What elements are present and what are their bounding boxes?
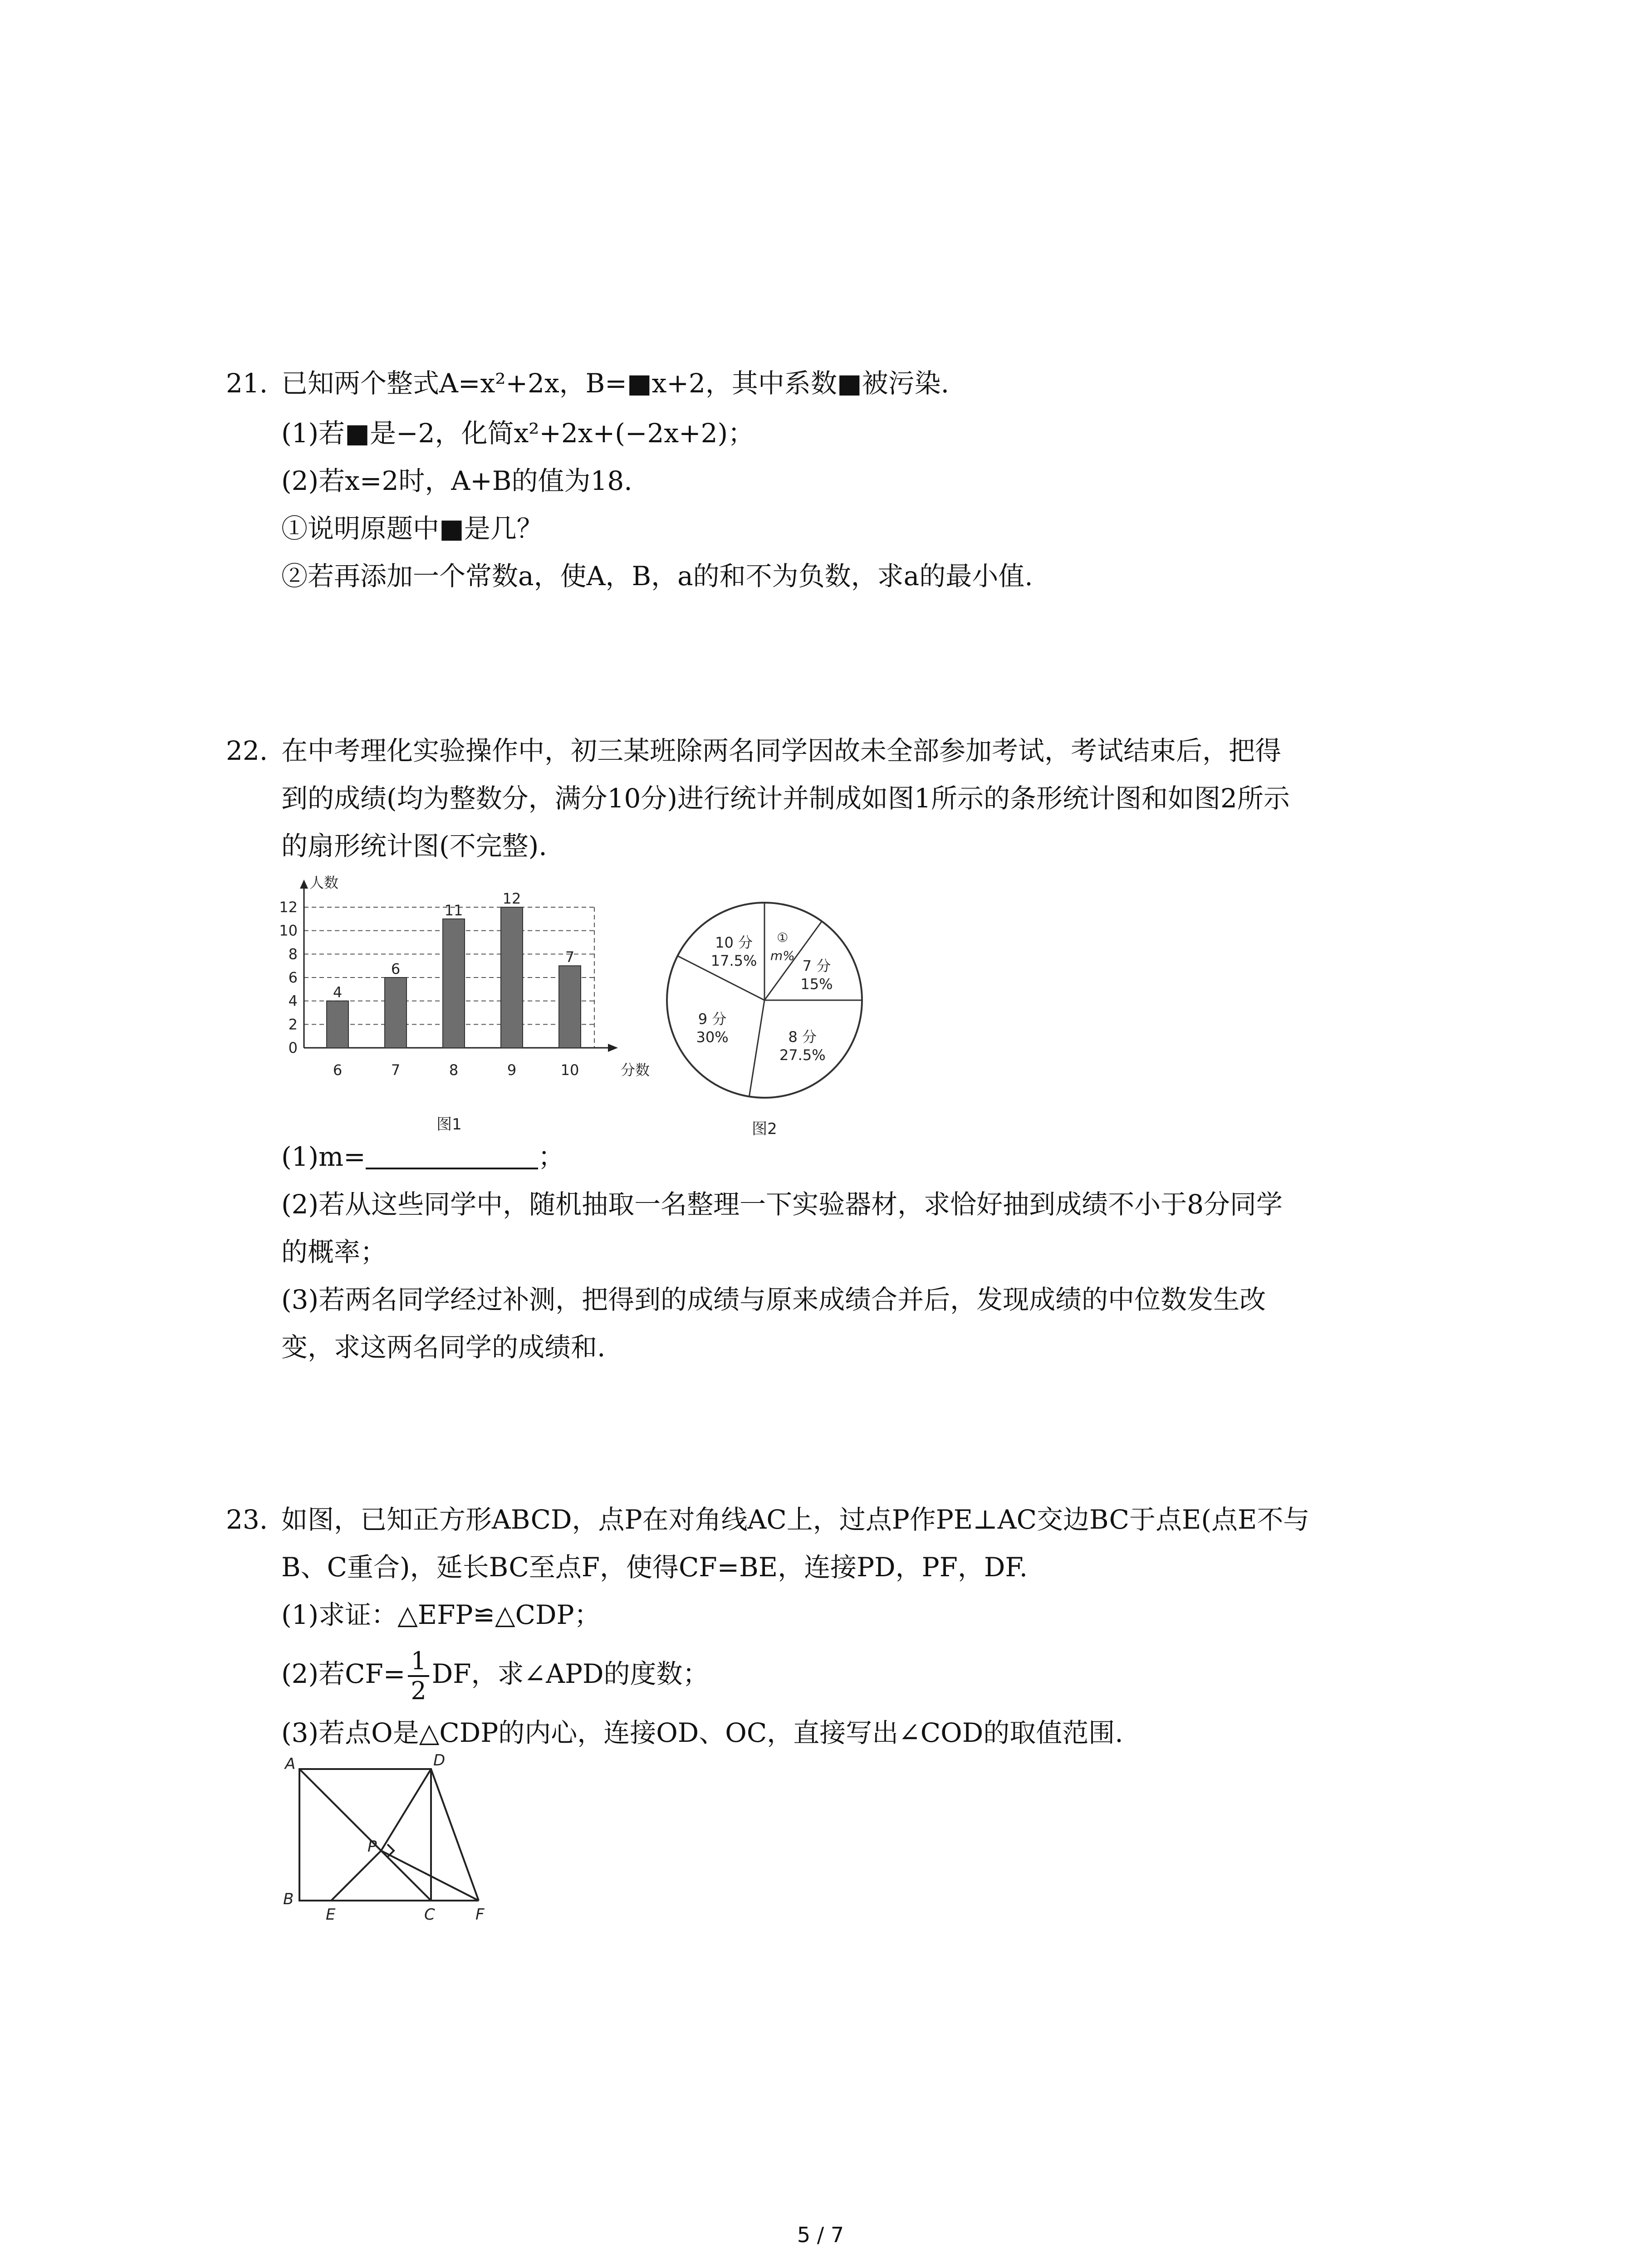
q23-part3: (3)若点O是△CDP的内心，连接OD、OC，直接写出∠COD的取值范围.: [281, 1717, 1123, 1748]
bar-value-label: 6: [391, 960, 401, 978]
fraction-one-half: [408, 1646, 429, 1705]
q22-part2-line1: (2)若从这些同学中，随机抽取一名整理一下实验器材，求恰好抽到成绩不小于8分同学: [281, 1189, 1283, 1220]
bar-value-label: 11: [444, 901, 463, 919]
y-tick-label: 2: [288, 1016, 298, 1033]
bar: [385, 978, 407, 1048]
x-tick-label: 9: [507, 1061, 517, 1079]
q22-stem-line1: 在中考理化实验操作中，初三某班除两名同学因故未全部参加考试，考试结束后，把得: [281, 735, 1282, 766]
q22-part1-end: ；: [538, 1141, 564, 1172]
x-tick-label: 10: [560, 1061, 579, 1079]
pie-slice-value: 30%: [696, 1028, 729, 1046]
answer-blank-m[interactable]: [366, 1140, 538, 1169]
q21-part1: (1)若■是−2，化简x²+2x+(−2x+2)；: [281, 418, 754, 449]
q23-part2-end: DF，求∠APD的度数；: [431, 1658, 709, 1689]
label-a: A: [285, 1755, 296, 1773]
label-b: B: [283, 1890, 294, 1908]
q22-part1-label: (1)m=: [281, 1141, 366, 1172]
pie-slice-value: 17.5%: [710, 952, 757, 970]
pie-slice-label: 10 分: [715, 934, 753, 952]
q23-stem-line2: B、C重合)，延长BC至点F，使得CF=BE，连接PD，PF，DF.: [281, 1552, 1028, 1583]
q21-part2b: ②若再添加一个常数a，使A，B，a的和不为负数，求a的最小值.: [281, 561, 1033, 591]
y-axis-label: 人数: [309, 874, 339, 891]
q23-number: 23.: [226, 1504, 268, 1535]
q22-part3-line2: 变，求这两名同学的成绩和.: [281, 1332, 606, 1363]
page-number: 5 / 7: [797, 2223, 844, 2247]
pie-slice-value: 27.5%: [779, 1046, 826, 1064]
y-tick-label: 8: [288, 945, 298, 963]
q22-part1: [281, 1139, 564, 1175]
y-tick-label: 0: [288, 1039, 298, 1056]
y-tick-label: 10: [279, 922, 298, 939]
x-axis-label: 分数: [621, 1061, 650, 1079]
q21-number: 21.: [226, 368, 268, 399]
bar: [327, 1001, 348, 1048]
q21-part2a: ①说明原题中■是几？: [281, 513, 543, 544]
y-axis-arrow: [300, 880, 308, 889]
label-d: D: [433, 1751, 446, 1769]
label-f: F: [475, 1906, 485, 1924]
y-tick-label: 12: [279, 899, 298, 916]
segment-pe: [331, 1851, 381, 1901]
bar-value-label: 12: [502, 890, 521, 907]
q22-part3-line1: (3)若两名同学经过补测，把得到的成绩与原来成绩合并后，发现成绩的中位数发生改: [281, 1284, 1266, 1315]
q22-part2-line2: 的概率；: [281, 1237, 387, 1267]
diagonal-ac: [299, 1769, 431, 1901]
pie-slice-value: 15%: [800, 975, 833, 993]
bar-value-label: 4: [333, 983, 343, 1001]
q22-number: 22.: [226, 735, 268, 766]
bar: [559, 966, 581, 1048]
label-c: C: [424, 1906, 435, 1924]
x-tick-label: 8: [449, 1061, 459, 1079]
right-angle-mark: [387, 1844, 394, 1857]
q23-stem-line1: 如图，已知正方形ABCD，点P在对角线AC上，过点P作PE⊥AC交边BC于点E(点E不与: [281, 1504, 1310, 1535]
fraction-denominator: 2: [411, 1676, 426, 1705]
segment-pd: [381, 1769, 431, 1851]
chart-caption: 图1: [436, 1115, 462, 1134]
x-axis-arrow: [608, 1044, 618, 1052]
pie-chart: [649, 889, 885, 1143]
pie-slice-label: 8 分: [788, 1028, 817, 1046]
bar-chart: [259, 869, 658, 1141]
label-e: E: [326, 1906, 336, 1924]
q23-part2-label: (2)若CF=: [281, 1658, 406, 1689]
y-tick-label: 6: [288, 969, 298, 986]
x-tick-label: 6: [333, 1061, 343, 1079]
pie-slice-value: m%: [770, 948, 795, 963]
geometry-figure: [272, 1751, 508, 1941]
q23-part1: (1)求证：△EFP≌△CDP；: [281, 1599, 601, 1630]
label-p: P: [367, 1838, 377, 1856]
x-tick-label: 7: [391, 1061, 401, 1079]
y-tick-label: 4: [288, 992, 298, 1010]
bar: [443, 919, 465, 1048]
bar: [501, 907, 523, 1048]
chart-caption: 图2: [752, 1120, 777, 1138]
q21-part2: (2)若x=2时，A+B的值为18.: [281, 465, 632, 496]
q22-stem-line3: 的扇形统计图(不完整).: [281, 831, 547, 861]
q22-stem-line2: 到的成绩(均为整数分，满分10分)进行统计并制成如图1所示的条形统计图和如图2所示: [281, 783, 1290, 814]
bar-value-label: 7: [565, 948, 575, 966]
fraction-numerator: 1: [408, 1649, 429, 1677]
pie-slice-label: 7 分: [802, 957, 831, 975]
pie-slice-label: 9 分: [698, 1010, 727, 1028]
q21-stem: 已知两个整式A=x²+2x，B=■x+2，其中系数■被污染.: [281, 368, 950, 399]
q23-part2: [281, 1642, 709, 1706]
pie-slice-label: ①: [777, 930, 789, 945]
